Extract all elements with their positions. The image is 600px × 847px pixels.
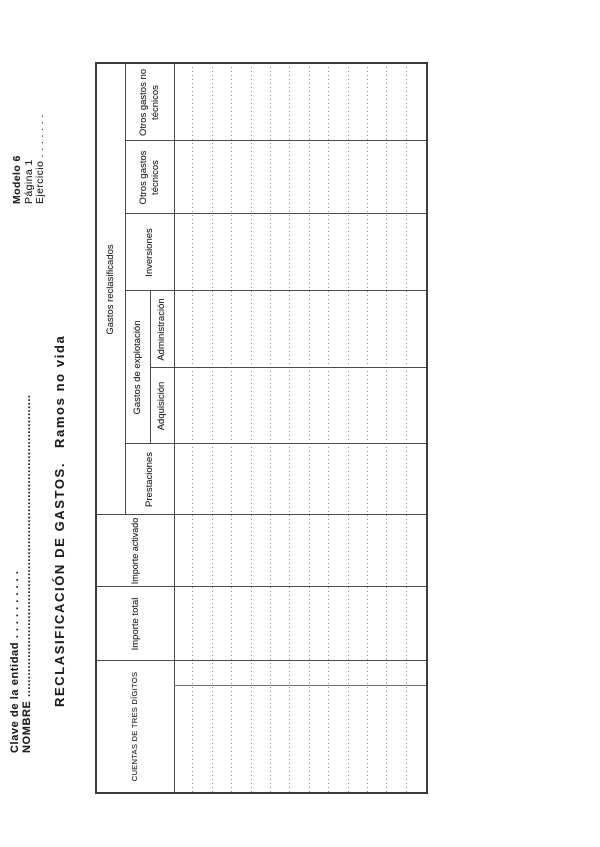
header-cell-gastos-explotacion: Gastos de explotación	[131, 320, 143, 415]
column-divider	[125, 443, 426, 444]
column-divider	[97, 586, 426, 587]
table-row	[329, 64, 348, 792]
column-divider	[150, 367, 426, 368]
table-row	[174, 64, 193, 792]
dotted-leader: . . . . . . .	[34, 114, 46, 158]
header-cell-inversiones: Inversiones	[143, 228, 155, 277]
model-block	[12, 114, 47, 204]
column-divider	[125, 140, 426, 141]
table-row	[349, 64, 368, 792]
nombre-label: NOMBRE	[21, 700, 33, 753]
header-cell-prestaciones: Prestaciones	[143, 452, 155, 507]
header-cell-administracion: Administración	[156, 298, 168, 361]
header-cell-adquisicion: Adquisición	[156, 381, 168, 431]
table-row	[193, 64, 212, 792]
column-divider	[97, 660, 426, 661]
table-row	[387, 64, 406, 792]
column-divider	[97, 514, 426, 515]
title-suffix: Ramos no vida	[52, 334, 67, 448]
header-cell-otros-gastos-no-tecnicos: Otros gastos no técnicos	[138, 68, 161, 137]
table-row	[407, 64, 426, 792]
header-cell-cuentas: CUENTAS DE TRES DÍGITOS	[130, 671, 140, 782]
table-row	[213, 64, 232, 792]
column-divider	[125, 290, 426, 291]
ejercicio-line	[35, 114, 47, 204]
nombre-line	[21, 395, 33, 753]
reclasificacion-table	[95, 62, 428, 794]
document-title	[52, 335, 67, 707]
column-divider	[125, 213, 426, 214]
header-cell-gastos-reclasificados: Gastos reclasificados	[105, 244, 117, 335]
clave-line	[9, 395, 21, 753]
dotted-leader: . . . . . . . . . .	[9, 570, 21, 639]
table-row	[252, 64, 271, 792]
modelo-label: Modelo 6	[11, 155, 23, 204]
table-row	[310, 64, 329, 792]
header-cell-importe-activado: Importe activado	[130, 517, 141, 585]
pagina-label: Página 1	[22, 159, 35, 204]
table-row	[290, 64, 309, 792]
table-row	[232, 64, 251, 792]
entity-block	[9, 395, 33, 753]
title-main: RECLASIFICACIÓN DE GASTOS.	[52, 461, 67, 707]
header-body-divider	[174, 64, 175, 792]
table-row	[368, 64, 387, 792]
header-cell-otros-gastos-tecnicos: Otros gastos técnicos	[138, 150, 161, 205]
dotted-leader: .....................................................................................	[21, 394, 33, 697]
header-cell-importe-total: Importe total	[129, 597, 141, 651]
ejercicio-label: Ejercicio	[34, 160, 46, 204]
table-body	[174, 64, 426, 792]
table-row	[271, 64, 290, 792]
clave-label: Clave de la entidad	[9, 641, 21, 753]
cuentas-sub-divider	[174, 685, 426, 686]
